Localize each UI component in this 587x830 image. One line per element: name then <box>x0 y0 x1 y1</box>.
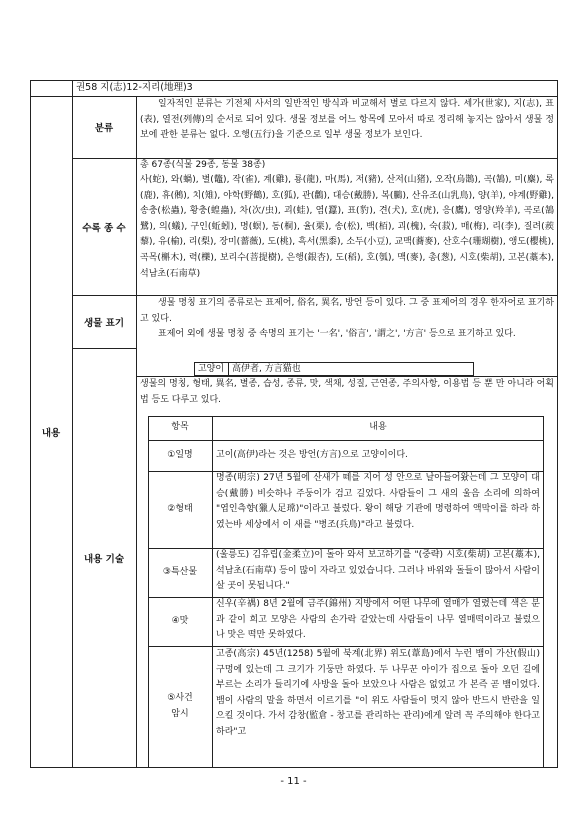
species-list: 사(蛇), 와(蝸), 별(鼈), 작(雀), 계(雞), 룡(龍), 마(馬), 저(豬), 산저(山猪), 오작(烏鵲), 곡(鵠), 미(麋), 록(鹿), 휴(鵂), 치(雉), 야학(野鶴), 호(狐), 관(鸛), 대승(戴勝), 복(鵩), 산유조(山乳鳥), 양(羊), 야계(野雞), 송충(松蟲), 황충(蝗蟲), 차(次/虫), 괴(蛙), 염(蠶), 표(豹), 견(犬), 호(虎), 응(鷹), 영양(羚羊), 곡로(鵠鷺), 의(蟻), 구인(蚯蚓), 명(螟), 동(桐), 율(栗), 송(松), 백(栢), 괴(槐), 숙(菽), 매(梅), 리(李), 질려(蒺藜), 유(榆), 리(梨), 장미(薔薇), 도(桃), 흑서(黑黍), 소두(小豆), 교맥(蕎麥), 산호수(珊瑚樹), 앵도(櫻桃), 곡목(槲木), 력(櫟), 보리수(菩提樹), 은행(銀杏), 도(稻), 호(瓠), 맥(麥), 총(葱), 시호(柴胡), 고본(藁本), 석남초(石南草) <box>140 175 554 279</box>
table-row-item: ④맛 <box>171 615 189 626</box>
notation-text-1: 생물 명칭 표기의 종류로는 표제어, 俗名, 異名, 방언 등이 있다. 그 중 표제어의 경우 한자어로 표기하고 있다. <box>140 298 554 324</box>
table-row-item: ⑤사건 암시 <box>167 693 193 719</box>
table-row-item: ②형태 <box>167 503 193 514</box>
content-section-label: 내용 <box>41 428 61 439</box>
species-count-label: 수록 종 수 <box>82 222 126 234</box>
table-row-content: 고종(高宗) 45년(1258) 5월에 북계(北界) 위도(葦島)에서 누런 뱀이 가산(假山) 구멍에 있는데 그 크기가 기둥만 하였다. 두 나무꾼 아이가 집으로 돌아 오던 길에 부르는 소리가 들리기에 사방을 돌아 보았으나 사람은 없었고 가 본즉 곧 뱀이었다. 뱀이 사람의 말을 하면서 이르기를 "이 위도 사람들이 멋지 않아 반드시 반란을 일으킬 것이다. 가서 감창(監倉 - 창고를 관리하는 관리)에게 알려 꼭 주의해야 한다고 하라"고 <box>216 649 540 737</box>
table-row-content: (울릉도) 김유립(金柔立)이 돌아 와서 보고하기를 "(중략) 시호(柴胡) 고본(藁本), 석남초(石南草) 등이 많이 자라고 있었습니다. 그러나 바위와 돌들이 많아서 사람이 살 곳이 못됩니다." <box>216 550 540 592</box>
classification-text: 일자적인 분류는 기전체 사서의 일반적인 방식과 비교해서 별로 다르지 않다. 세가(世家), 지(志), 표(表), 열전(列傳)의 순서로 되어 있다. 생물 정보를 어느 항목에 모아서 따로 정리해 놓지는 않아서 생물 정보에 관한 분류는 없다. 오행(五行)을 기준으로 일부 생물 정보가 보인다. <box>140 99 554 141</box>
notation-label: 생물 표기 <box>83 317 124 329</box>
table-row-item: ③특산물 <box>162 566 198 577</box>
table-row-item: ①일명 <box>167 449 193 460</box>
species-count-total: 총 67종(식물 29종, 동물 38종) <box>140 160 266 170</box>
notation-example-divider <box>228 362 229 376</box>
notation-example-value: 高伊者, 方言猫也 <box>232 364 301 374</box>
table-header-item: 항목 <box>171 422 189 433</box>
notation-example-key: 고양이 <box>197 364 225 374</box>
volume-title: 권58 지(志)12-지리(地理)3 <box>76 82 193 93</box>
table-row-content: 고이(高伊)라는 것은 방언(方言)으로 고양이이다. <box>216 450 408 460</box>
page-number: - 11 - <box>280 776 307 787</box>
table-row-content: 명종(明宗) 27년 5월에 산새가 떼를 지어 성 안으로 날아들어왔는데 그 모양이 대승(戴勝) 비슷하나 주둥이가 검고 길었다. 사람들이 그 새의 울음 소리에 의하여 "엽인측향(獵人足瑺)"이라고 불렀다. 왕이 해당 기관에 명령하여 액막이를 하라 하였는바 세상에서 이 새를 "병조(兵鳥)"라고 불렀다. <box>216 473 540 530</box>
description-table-col-divider <box>212 416 213 768</box>
description-label: 내용 기술 <box>83 554 124 565</box>
table-header-content: 내용 <box>369 422 387 433</box>
classification-label: 분류 <box>94 123 114 134</box>
label-column-divider <box>136 96 137 768</box>
table-row-content: 신우(辛禑) 8년 2월에 금주(錦州) 지방에서 어떤 나무에 열매가 열렸는데 색은 분과 같이 희고 모양은 사람의 손가락 같았는데 사람들이 나무 열매떡이라고 불렀으나 맛은 떡만 못하였다. <box>216 599 540 641</box>
notation-text-2: 표제어 외에 생물 명칭 중 속명의 표기는 '一名', '俗言', '謂之', '方言' 등으로 표기하고 있다. <box>158 329 516 339</box>
description-intro: 생물의 명칭, 형태, 異名, 별종, 습성, 종류, 맛, 색채, 성질, 근연종, 주의사항, 이용법 등 뿐 만 아니라 어획법 등도 다루고 있다. <box>140 379 554 405</box>
